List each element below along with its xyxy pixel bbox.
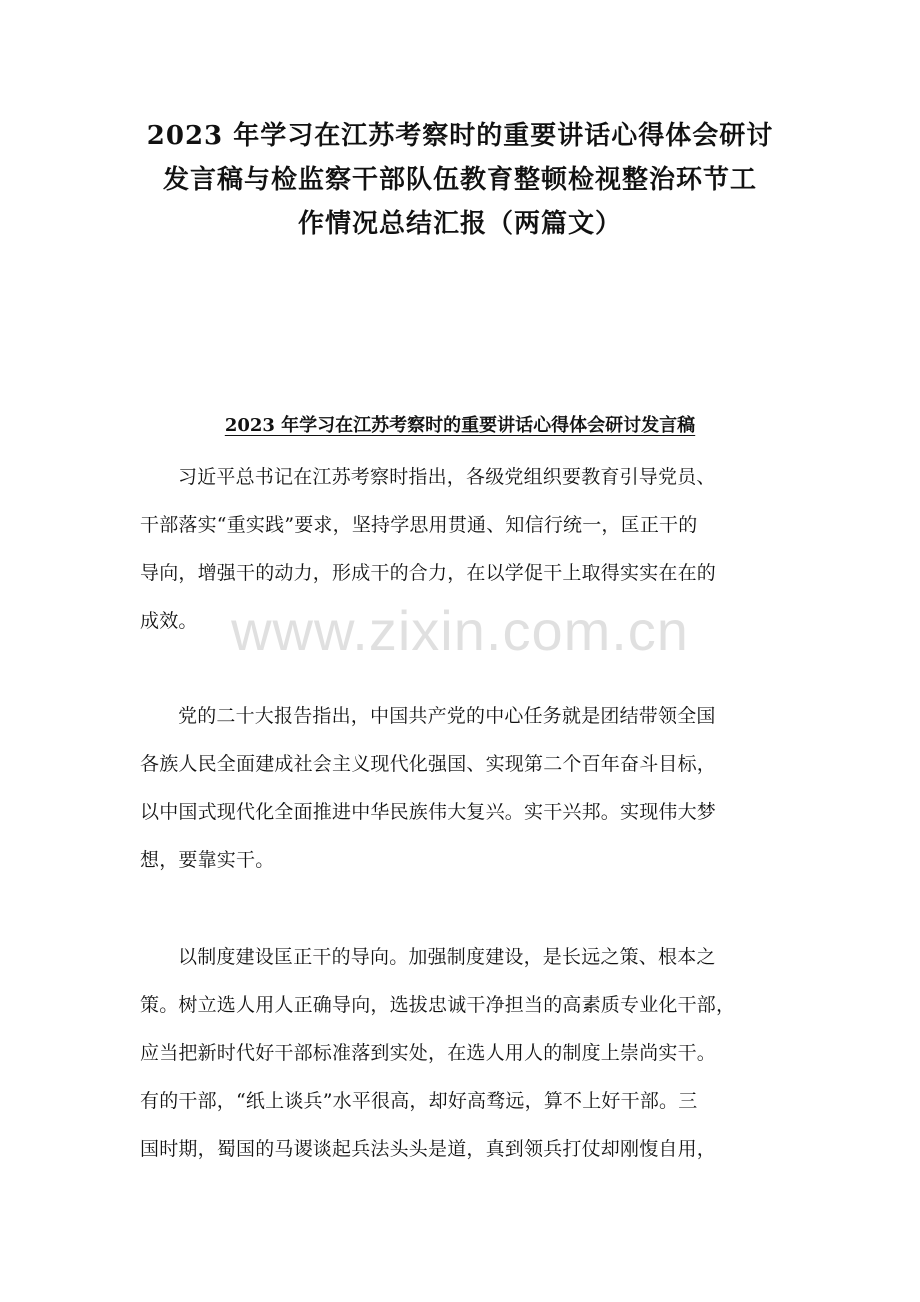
article-heading: 2023 年学习在江苏考察时的重要讲话心得体会研讨发言稿 <box>224 415 696 436</box>
paragraph <box>140 933 804 1173</box>
paragraph-line: 成效。 <box>140 610 198 632</box>
paragraph-line: 应当把新时代好干部标准落到实处，在选人用人的制度上崇尚实干。 <box>140 1042 717 1064</box>
watermark: www.zixin.com.cn <box>231 599 689 662</box>
paragraph-line: 以制度建设匡正干的导向。加强制度建设，是长远之策、根本之 <box>178 946 716 968</box>
paragraph-line: 想，要靠实干。 <box>140 849 275 871</box>
paragraph-line: 习近平总书记在江苏考察时指出，各级党组织要教育引导党员、 <box>178 466 716 488</box>
title-line: 2023 年学习在江苏考察时的重要讲话心得体会研讨 <box>146 121 774 151</box>
paragraph-line: 策。树立选人用人正确导向，选拔忠诚干净担当的高素质专业化干部， <box>140 994 736 1016</box>
paragraph-line: 干部落实“重实践”要求，坚持学思用贯通、知信行统一，匡正干的 <box>140 514 698 536</box>
paragraph-line: 各族人民全面建成社会主义现代化强国、实现第二个百年奋斗目标， <box>140 753 717 775</box>
paragraph-line: 有的干部，“纸上谈兵”水平很高，却好高骛远，算不上好干部。三 <box>140 1090 698 1112</box>
title-line: 作情况总结汇报（两篇文） <box>297 209 622 239</box>
paragraph-line: 以中国式现代化全面推进中华民族伟大复兴。实干兴邦。实现伟大梦 <box>140 801 717 823</box>
document-title <box>110 114 810 246</box>
title-line: 发言稿与检监察干部队伍教育整顿检视整治环节工 <box>162 165 757 195</box>
paragraph <box>140 692 804 884</box>
paragraph-line: 国时期，蜀国的马谡谈起兵法头头是道，真到领兵打仗却刚愎自用， <box>140 1138 717 1160</box>
paragraph <box>140 453 804 645</box>
paragraph-line: 党的二十大报告指出，中国共产党的中心任务就是团结带领全国 <box>178 705 716 727</box>
paragraph-line: 导向，增强干的动力，形成干的合力，在以学促干上取得实实在在的 <box>140 562 717 584</box>
